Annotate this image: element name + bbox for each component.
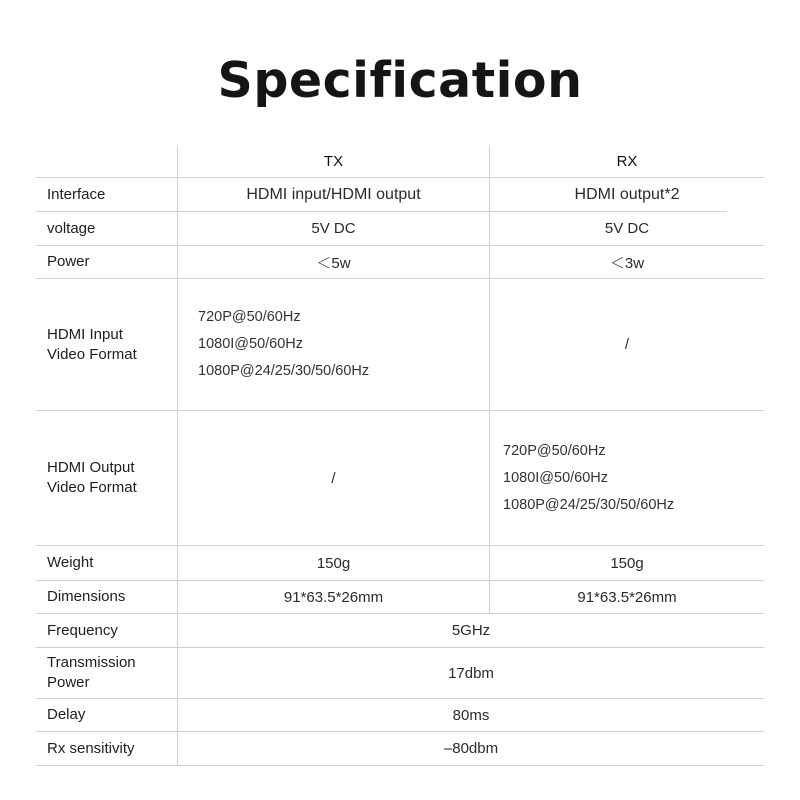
format-line: 720P@50/60Hz (503, 442, 606, 459)
tx-value: ＜5w (177, 246, 489, 278)
format-line: 720P@50/60Hz (198, 309, 301, 325)
table-row-weight (36, 546, 764, 581)
shared-value: –80dbm (177, 732, 764, 765)
shared-value: 80ms (177, 699, 764, 731)
page-title: Specification (217, 52, 583, 109)
format-line: 1080P@24/25/30/50/60Hz (503, 496, 675, 513)
format-line: 1080I@50/60Hz (503, 469, 609, 486)
rx-value (489, 411, 764, 545)
row-label (36, 279, 177, 410)
row-label-line: Video Format (47, 479, 137, 496)
format-line: 1080P@24/25/30/50/60Hz (198, 363, 370, 379)
format-line: 1080I@50/60Hz (198, 336, 304, 352)
row-label: Power (47, 253, 90, 270)
tx-value: / (177, 411, 489, 545)
tx-value: 5V DC (177, 212, 489, 245)
row-label: Delay (47, 706, 86, 723)
table-row-delay (36, 699, 764, 732)
column-header-tx: TX (177, 145, 489, 177)
row-label: Rx sensitivity (47, 739, 135, 757)
tx-value: 91*63.5*26mm (177, 581, 489, 613)
tx-value: 150g (177, 546, 489, 580)
table-row-transmission-power (36, 648, 764, 699)
rx-value: HDMI output*2 (489, 178, 764, 211)
row-label: Weight (47, 554, 94, 571)
table-row-frequency (36, 614, 764, 648)
table-row-hdmi-input (36, 279, 764, 411)
table-row-rx-sensitivity (36, 732, 764, 766)
header-row (36, 145, 764, 178)
table-row-voltage (36, 212, 764, 246)
rx-value: / (489, 279, 764, 410)
shared-value: 17dbm (177, 648, 764, 698)
rx-value: 91*63.5*26mm (489, 581, 764, 613)
tx-value (177, 279, 489, 410)
row-label (36, 411, 177, 545)
row-label-line: Transmission (47, 654, 136, 671)
table-row-hdmi-output (36, 411, 764, 546)
table-row-dimensions (36, 581, 764, 614)
row-label: Dimensions (47, 588, 126, 605)
column-header-rx: RX (489, 145, 764, 177)
rx-value: ＜3w (489, 246, 764, 278)
table-row-interface (36, 178, 764, 211)
rx-value: 5V DC (489, 212, 764, 245)
row-label: voltage (47, 219, 96, 237)
row-label-line: Power (47, 674, 90, 691)
spec-table (36, 145, 764, 766)
row-label-line: HDMI Input (47, 325, 123, 343)
tx-value: HDMI input/HDMI output (177, 178, 489, 211)
row-label: Frequency (47, 621, 118, 639)
row-label (36, 648, 177, 698)
shared-value: 5GHz (177, 614, 764, 647)
table-row-power (36, 246, 764, 279)
row-label-line: HDMI Output (47, 459, 135, 476)
rx-value: 150g (489, 546, 764, 580)
row-label-line: Video Format (47, 345, 137, 363)
row-label: Interface (47, 185, 106, 203)
